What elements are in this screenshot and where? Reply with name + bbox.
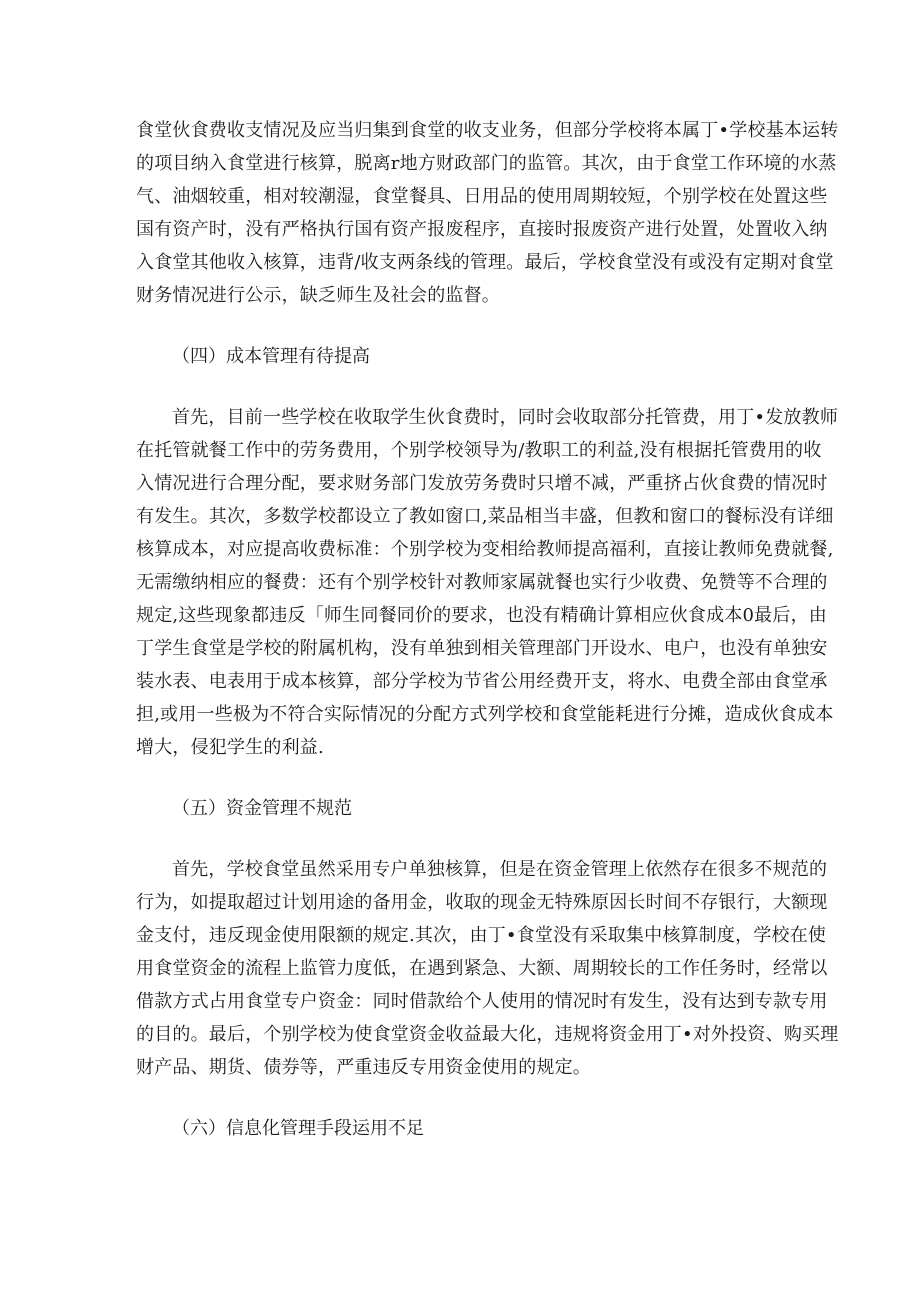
text-line: 装水表、电表用于成本核算，部分学校为节省公用经费开支，将水、电费全部由食堂承: [136, 671, 828, 692]
text-line: 增大，侵犯学生的利益.: [136, 737, 324, 758]
text-line: 在托管就餐工作中的劳务费用，个别学校领导为/教职工的利益,没有根据托管费用的收: [136, 440, 822, 461]
paragraph-2: [136, 401, 839, 764]
text-line: 用食堂资金的流程上监管力度低，在遇到紧急、大额、周期较长的工作任务时，经常以: [136, 958, 828, 979]
text-line: 有发生。其次，多数学校都设立了教如窗口,菜品相当丰盛，但教和窗口的餐标没有详细: [136, 506, 834, 527]
text-line: 规定,这些现象都违反「师生同餐同价的要求，也没有精确计算相应伙食成本0最后，由: [136, 605, 827, 626]
text-line: 入情况进行合理分配，要求财务部门发放劳务费时只增不减，严重挤占伙食费的情况时: [136, 473, 828, 494]
text-line: 的项目纳入食堂进行核算，脱离r地方财政部门的监管。其次，由于食堂工作环境的水蒸: [136, 153, 837, 174]
text-line: 气、油烟较重，相对较潮湿，食堂餐具、日用品的使用周期较短，个别学校在处置这些: [136, 186, 828, 207]
text-line: 首先，目前一些学校在收取学生伙食费时，同时会收取部分托管费，用丁•发放教师: [172, 407, 839, 428]
paragraph-3: [136, 853, 839, 1084]
text-line: 的目的。最后，个别学校为使食堂资金收益最大化，违规将资金用丁•对外投资、购买理: [136, 1024, 839, 1045]
text-line: 财产品、期货、债券等，严重违反专用资金使用的规定。: [136, 1057, 591, 1078]
text-line: 无需缴纳相应的餐费：还有个别学校针对教师家属就餐也实行少收费、免赞等不合理的: [136, 572, 828, 593]
text-line: 行为，如提取超过计划用途的备用金，收取的现金无特殊原因长时间不存银行，大额现: [136, 892, 828, 913]
text-line: 借款方式占用食堂专户资金：同时借款给个人使用的情况时有发生，没有达到专款专用: [136, 991, 828, 1012]
text-line: 入食堂其他收入核算，违背/收支两条线的管理。最后，学校食堂没有或没有定期对食堂: [136, 252, 834, 273]
text-line: 首先，学校食堂虽然采用专户单独核算，但是在资金管理上依然存在很多不规范的: [172, 859, 828, 880]
text-line: 食堂伙食费收支情况及应当归集到食堂的收支业务，但部分学校将本属丁•学校基本运转: [136, 120, 839, 141]
document-page: [136, 114, 839, 1145]
text-line: 核算成本，对应提高收费标准：个别学校为变相给教师提高福利，直接让教师免费就餐,: [136, 539, 834, 560]
section-heading-5: （五）资金管理不规范: [172, 798, 352, 819]
text-line: 担,或用一些极为不符合实际情况的分配方式列学校和食堂能耗进行分摊，造成伙食成本: [136, 704, 834, 725]
section-heading-4: （四）成本管理有待提高: [172, 346, 370, 367]
text-line: 丁学生食堂是学校的附属机构，没有单独到相关管理部门开设水、电户，也没有单独安: [136, 638, 828, 659]
text-line: 金支付，违反现金使用限额的规定.其次，由丁•食堂没有采取集中核算制度，学校在使: [136, 925, 827, 946]
section-heading-6: （六）信息化管理手段运用不足: [172, 1118, 424, 1139]
text-line: 财务情况进行公示，缺乏师生及社会的监督。: [136, 285, 500, 306]
paragraph-1: [136, 114, 839, 312]
text-line: 国有资产时，没有严格执行国有资产报废程序，直接时报废资产进行处置，处置收入纳: [136, 219, 828, 240]
